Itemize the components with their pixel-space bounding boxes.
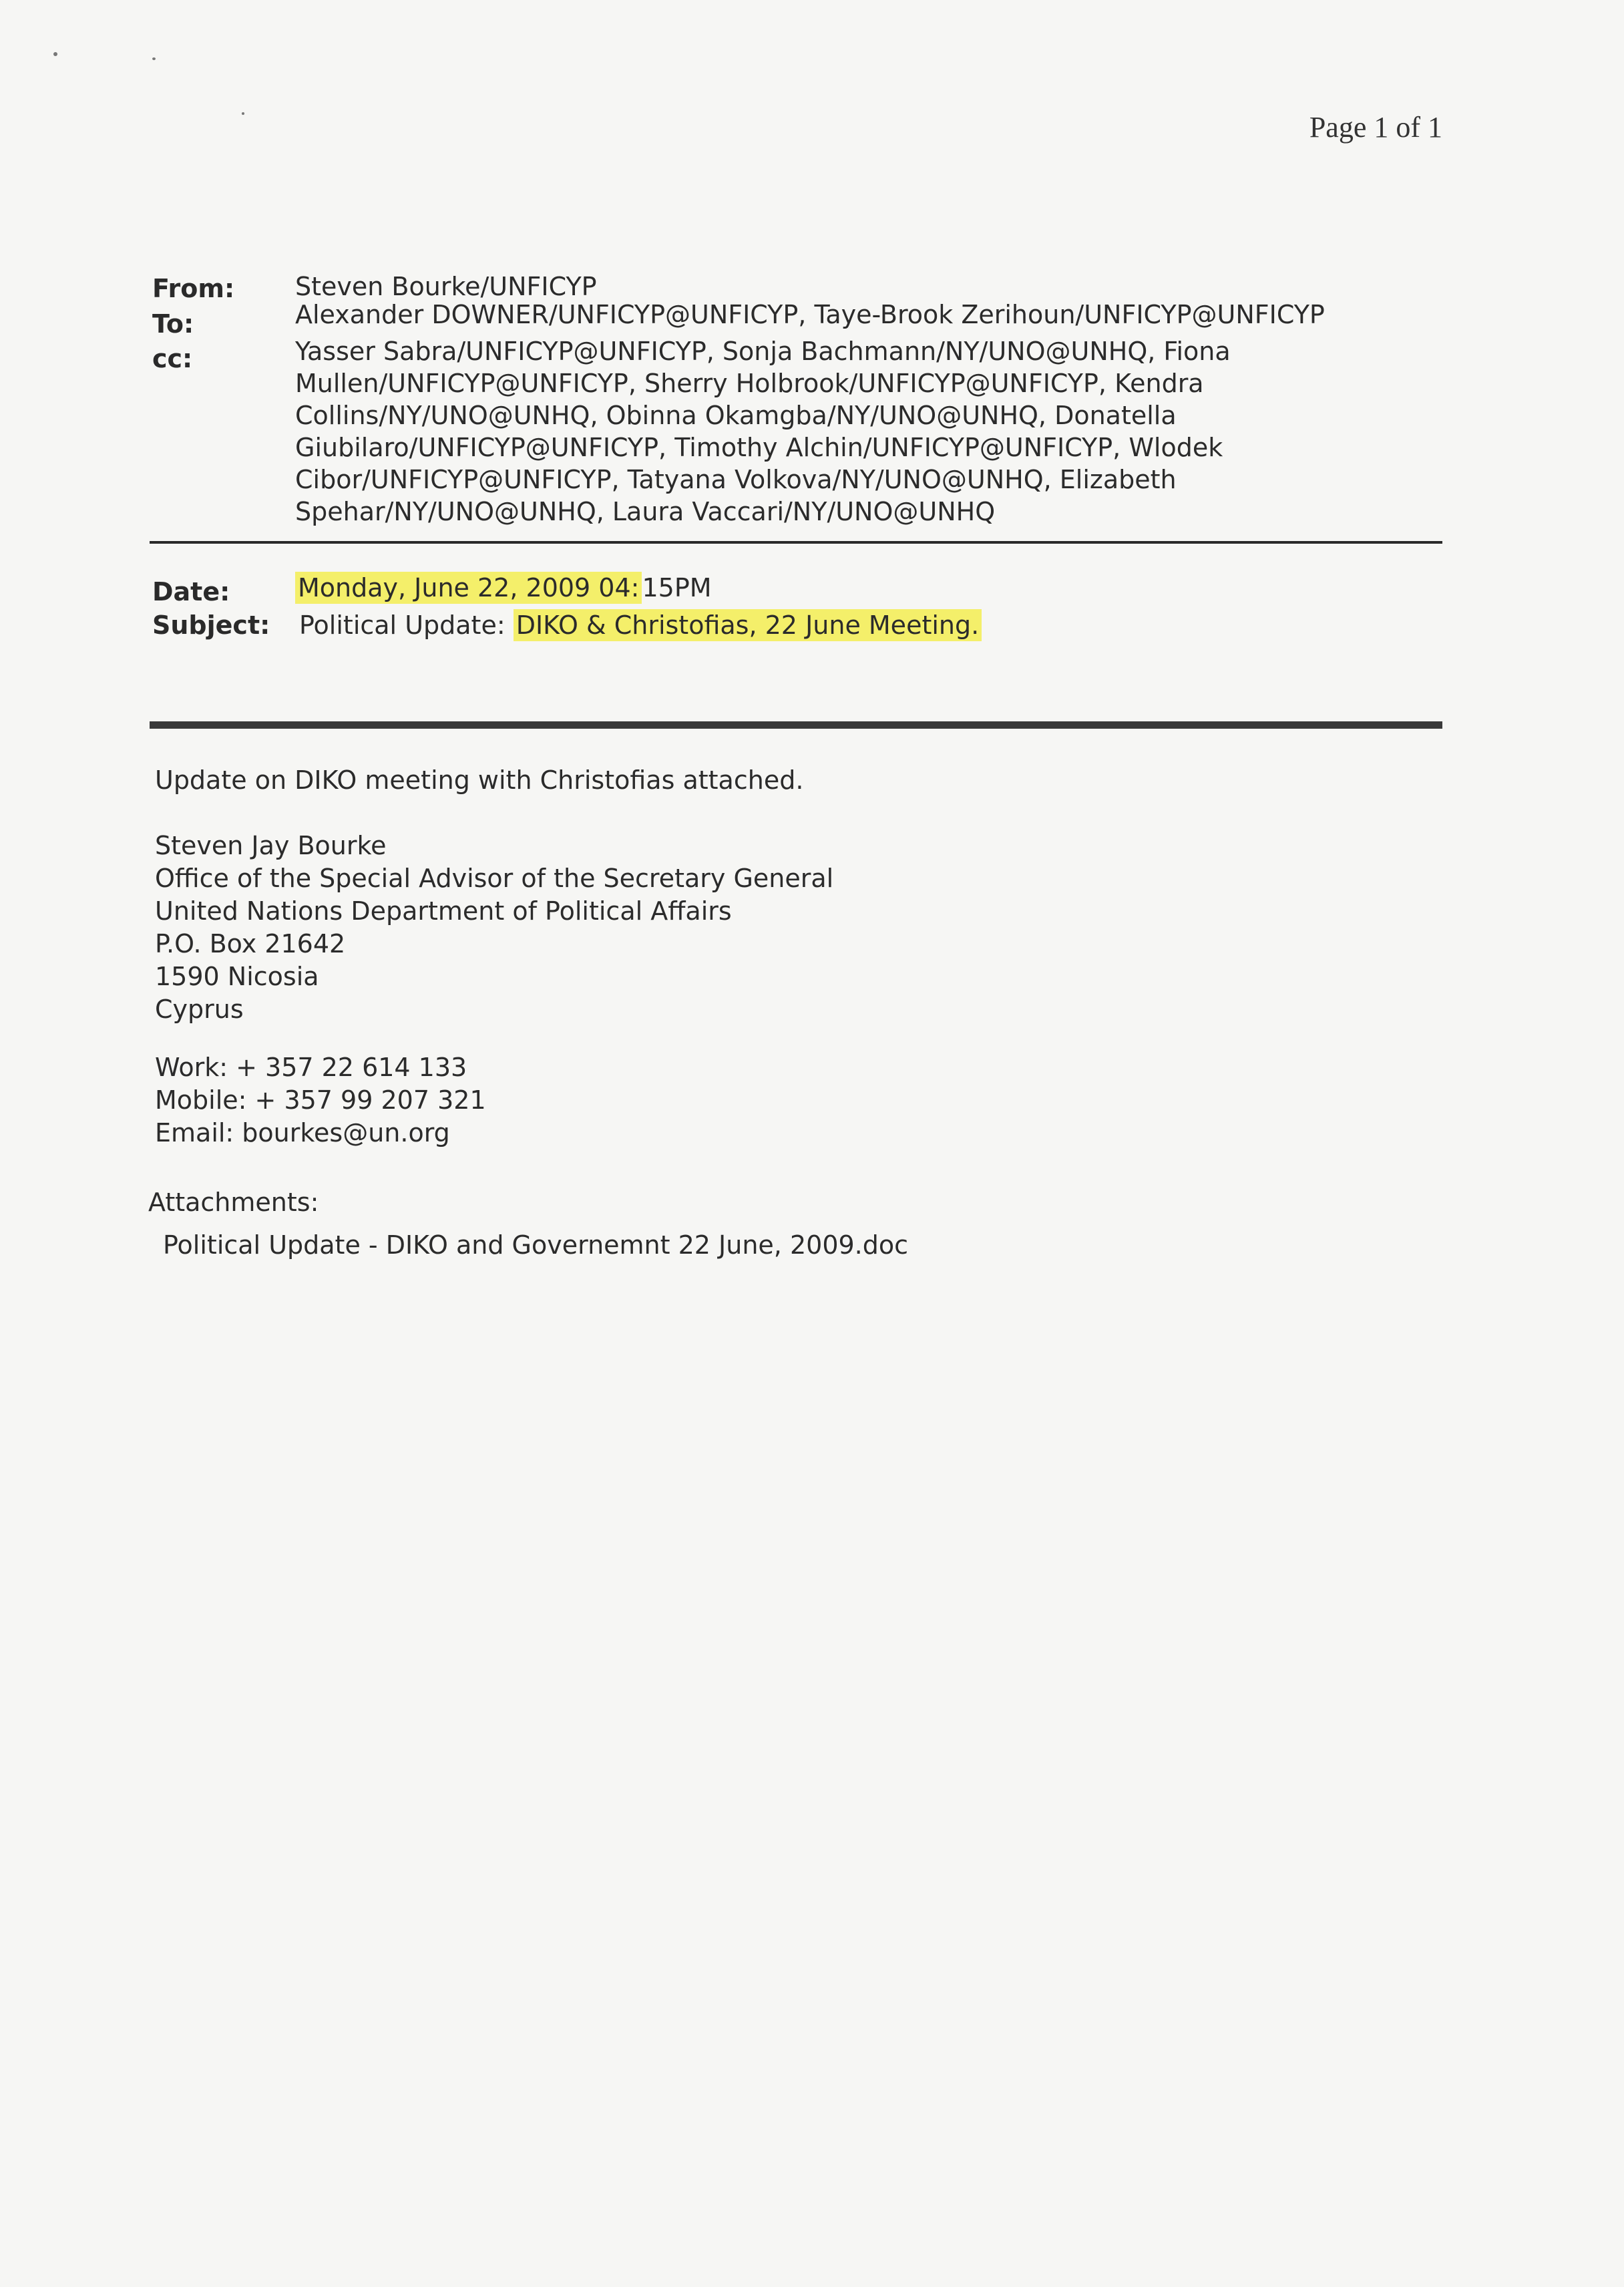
signature-line: Cyprus: [155, 995, 244, 1024]
cc-line: Mullen/UNFICYP@UNFICYP, Sherry Holbrook/UNFICYP@UNFICYP, Kendra: [295, 369, 1204, 398]
date-value: [295, 572, 1430, 604]
date-highlight: Monday, June 22, 2009 04:: [295, 572, 642, 604]
signature-block: [155, 830, 833, 1026]
from-value: Steven Bourke/UNFICYP: [295, 272, 597, 301]
subject-plain: Political Update:: [299, 610, 514, 640]
signature-line: Steven Jay Bourke: [155, 831, 387, 860]
signature-line: Office of the Special Advisor of the Secretary General: [155, 864, 834, 893]
cc-line: Giubilaro/UNFICYP@UNFICYP, Timothy Alchin/UNFICYP@UNFICYP, Wlodek: [295, 433, 1223, 462]
contact-work: Work: + 357 22 614 133: [155, 1053, 467, 1082]
date-label: Date:: [152, 577, 230, 606]
to-label: To:: [152, 309, 194, 339]
signature-line: 1590 Nicosia: [155, 962, 319, 991]
cc-value: [295, 335, 1430, 528]
subject-label: Subject:: [152, 610, 270, 640]
scan-speck: [53, 52, 57, 56]
email-body-intro: Update on DIKO meeting with Christofias attached.: [155, 765, 804, 795]
cc-line: Collins/NY/UNO@UNHQ, Obinna Okamgba/NY/UNO@UNHQ, Donatella: [295, 401, 1177, 430]
scan-speck: [152, 57, 156, 60]
page-number: Page 1 of 1: [1309, 111, 1442, 144]
subject-value: [299, 609, 1434, 641]
signature-line: P.O. Box 21642: [155, 929, 346, 958]
body-divider: [150, 721, 1442, 729]
cc-line: Spehar/NY/UNO@UNHQ, Laura Vaccari/NY/UNO@UNHQ: [295, 497, 996, 526]
cc-line: Cibor/UNFICYP@UNFICYP, Tatyana Volkova/NY/UNO@UNHQ, Elizabeth: [295, 465, 1177, 494]
contact-mobile: Mobile: + 357 99 207 321: [155, 1085, 486, 1115]
contact-email: Email: bourkes@un.org: [155, 1118, 450, 1148]
cc-label: cc:: [152, 344, 193, 373]
header-divider: [150, 541, 1442, 544]
cc-line: Yasser Sabra/UNFICYP@UNFICYP, Sonja Bachmann/NY/UNO@UNHQ, Fiona: [295, 337, 1231, 366]
attachments-label: Attachments:: [148, 1188, 319, 1217]
date-rest: 15PM: [642, 573, 712, 602]
attachment-file[interactable]: Political Update - DIKO and Governemnt 22 June, 2009.doc: [163, 1230, 909, 1260]
to-value: Alexander DOWNER/UNFICYP@UNFICYP, Taye-Brook Zerihoun/UNFICYP@UNFICYP: [295, 300, 1325, 329]
scan-speck: [242, 112, 244, 115]
signature-line: United Nations Department of Political Affairs: [155, 896, 732, 926]
contact-block: [155, 1051, 486, 1150]
from-label: From:: [152, 274, 235, 303]
subject-highlight: DIKO & Christofias, 22 June Meeting.: [514, 609, 982, 641]
